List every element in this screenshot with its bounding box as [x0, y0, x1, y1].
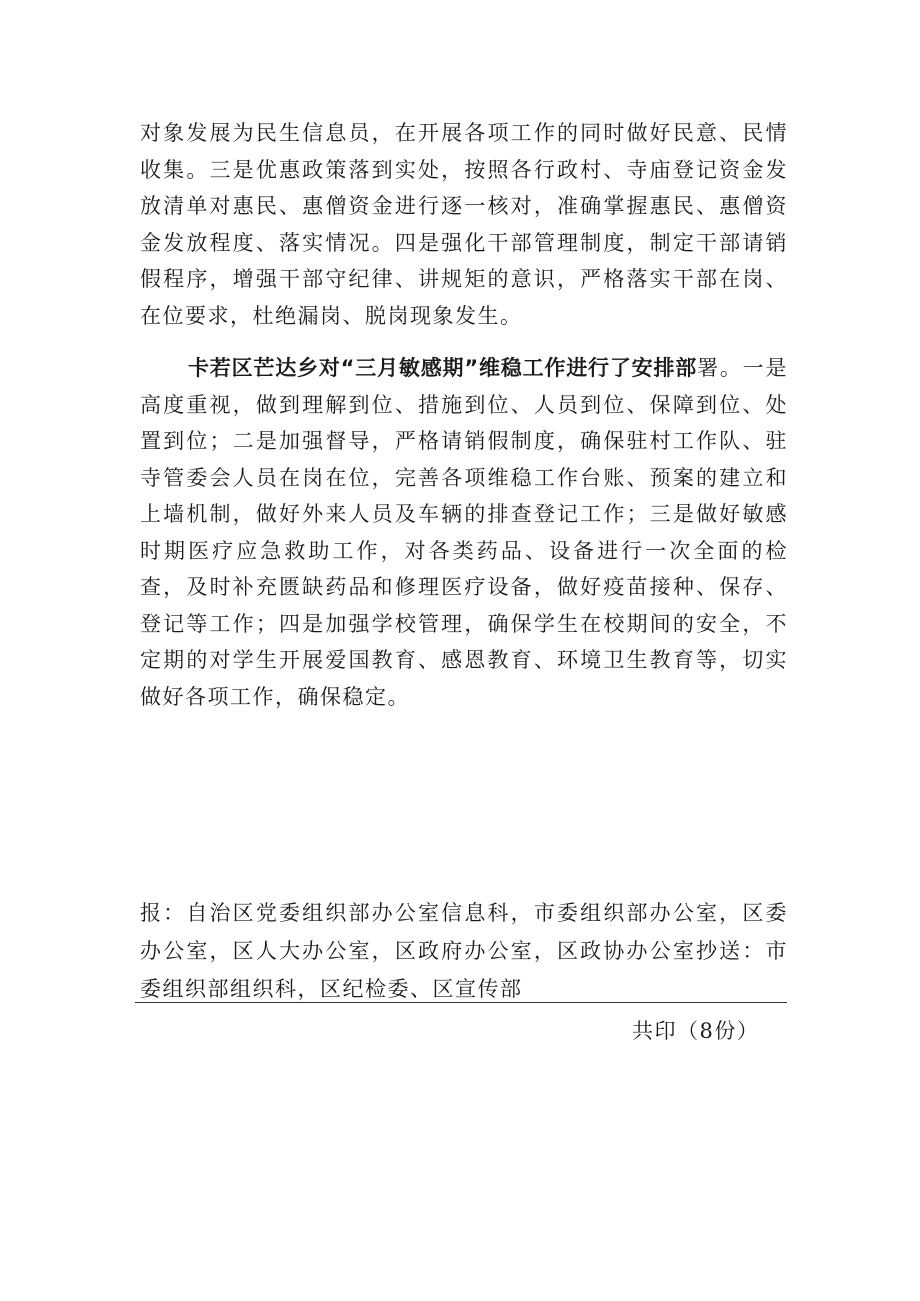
- body-paragraph-2: [140, 350, 788, 715]
- distribution-list: 报：自治区党委组织部办公室信息科，市委组织部办公室，区委办公室，区人大办公室，区政府办公室，区政协办公室抄送：市委组织部组织科，区纪检委、区宣传部: [140, 901, 788, 1001]
- paragraph-2-body: 署。一是高度重视，做到理解到位、措施到位、人员到位、保障到位、处置到位；二是加强督导，严格请销假制度，确保驻村工作队、驻寺管委会人员在岗在位，完善各项维稳工作台账、预案的建立和上墙机制，做好外来人员及车辆的排查登记工作；三是做好敏感时期医疗应急救助工作，对各类药品、设备进行一次全面的检查，及时补充匮缺药品和修理医疗设备，做好疫苗接种、保存、登记等工作；四是加强学校管理，确保学生在校期间的安全，不定期的对学生开展爱国教育、感恩教育、环境卫生教育等，切实做好各项工作，确保稳定。: [140, 356, 788, 709]
- copies-count: 共印（8份）: [632, 1019, 760, 1043]
- body-paragraph-1: 对象发展为民生信息员，在开展各项工作的同时做好民意、民情收集。三是优惠政策落到实处，按照各行政村、寺庙登记资金发放清单对惠民、惠僧资金进行逐一核对，准确掌握惠民、惠僧资金发放程度、落实情况。四是强化干部管理制度，制定干部请销假程序，增强干部守纪律、讲规矩的意识，严格落实干部在岗、在位要求，杜绝漏岗、脱岗现象发生。: [140, 121, 788, 328]
- divider-line: [135, 1002, 787, 1003]
- paragraph-2-heading: 卡若区芒达乡对“三月敏感期”维稳工作进行了安排部: [188, 356, 698, 380]
